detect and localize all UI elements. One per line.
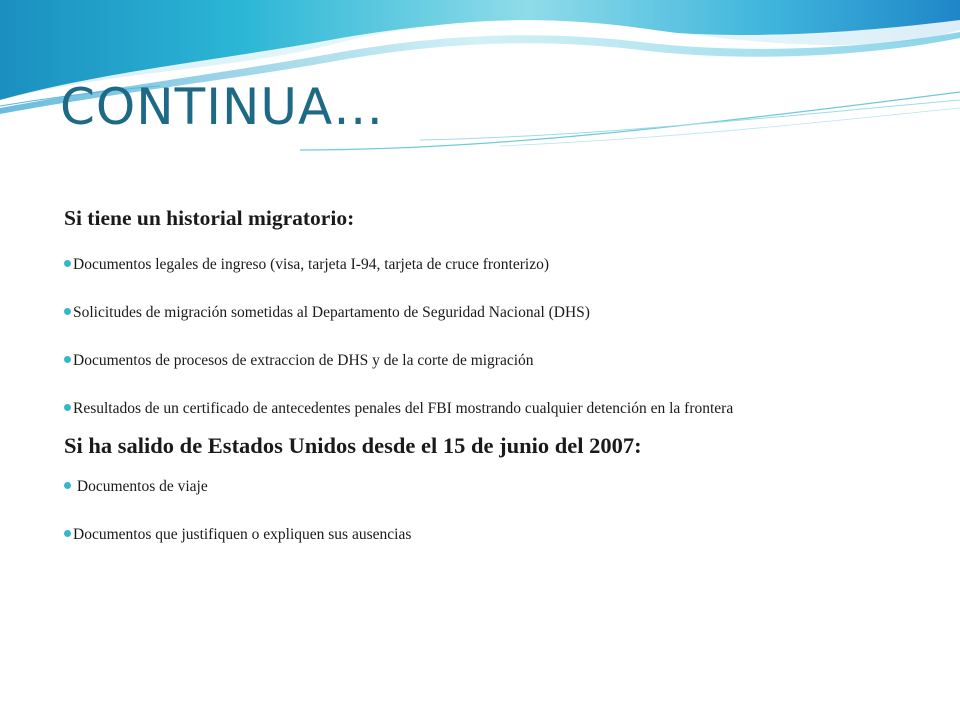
section-heading-history: Si tiene un historial migratorio: [64, 206, 355, 230]
section-heading-departures: Si ha salido de Estados Unidos desde el 15 de junio del 2007: [64, 433, 642, 458]
bullet-icon [64, 260, 71, 267]
list-departures [64, 477, 904, 545]
list-item: Documentos de procesos de extraccion de DHS y de la corte de migración [64, 351, 904, 371]
bullet-icon [64, 482, 71, 489]
bullet-icon [64, 530, 71, 537]
list-item: Documentos legales de ingreso (visa, tarjeta I-94, tarjeta de cruce fronterizo) [64, 255, 904, 275]
bullet-icon [64, 356, 71, 363]
slide-title: CONTINUA… [60, 78, 385, 136]
list-item: Solicitudes de migración sometidas al Departamento de Seguridad Nacional (DHS) [64, 303, 904, 323]
list-history [64, 255, 904, 419]
slide-content [64, 206, 904, 545]
bullet-icon [64, 308, 71, 315]
bullet-icon [64, 404, 71, 411]
list-item: Documentos de viaje [64, 477, 904, 497]
list-item: Documentos que justifiquen o expliquen sus ausencias [64, 525, 904, 545]
list-item: Resultados de un certificado de antecedentes penales del FBI mostrando cualquier detención en la frontera [64, 399, 904, 419]
